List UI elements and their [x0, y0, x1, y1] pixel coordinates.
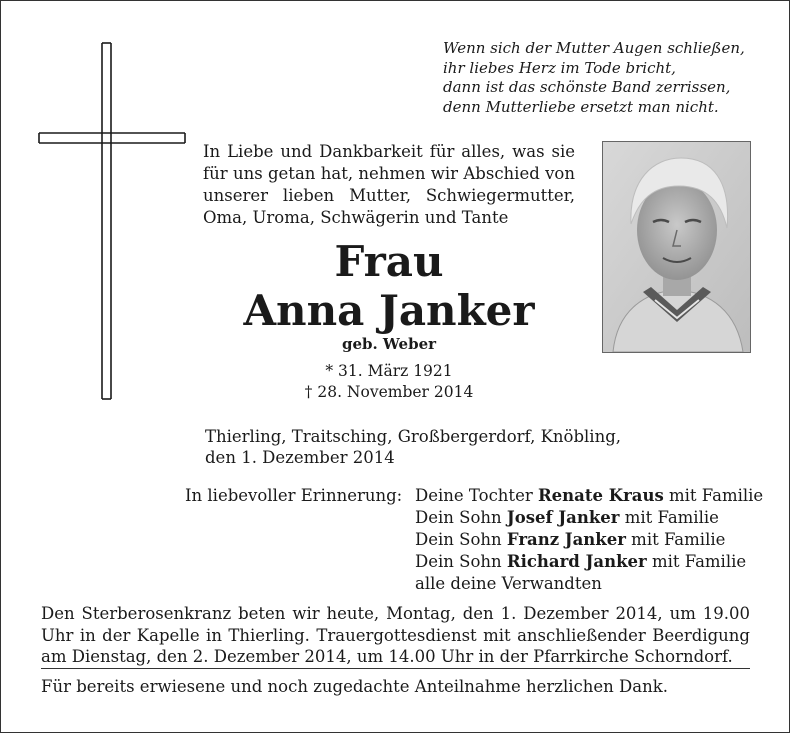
- mourner-relation: Dein Sohn: [415, 530, 507, 549]
- mourner-suffix: mit Familie: [625, 530, 726, 549]
- date-line: den 1. Dezember 2014: [205, 448, 395, 467]
- birth-name: geb. Weber: [341, 335, 437, 353]
- divider: [41, 668, 750, 669]
- mourner-row: [415, 551, 775, 573]
- poem-line: ihr liebes Herz im Tode bricht,: [443, 58, 676, 77]
- poem-line: Wenn sich der Mutter Augen schließen,: [443, 39, 745, 57]
- mourner-name: Richard Janker: [506, 552, 647, 571]
- places-line: Thierling, Traitsching, Großbergerdorf, Knöbling,: [205, 427, 622, 446]
- poem: [443, 39, 763, 117]
- poem-line: denn Mutterliebe ersetzt man nicht.: [443, 97, 719, 116]
- mourner-relation: Deine Tochter: [415, 486, 538, 505]
- mourner-suffix: mit Familie: [646, 552, 747, 571]
- poem-line: dann ist das schönste Band zerrissen,: [443, 78, 731, 96]
- cross-icon: [37, 41, 189, 403]
- service-info: Den Sterberosenkranz beten wir heute, Montag, den 1. Dezember 2014, um 19.00 Uhr in der Kapelle in Thierling. Trauergottesdienst mit anschließender Beerdigung am Dienstag, den 2. Dezember 2014, um 14.00 Uhr in der Pfarrkirche Schorndorf.: [41, 604, 750, 666]
- thanks-text: Für bereits erwiesene und noch zugedachte Anteilnahme herzlichen Dank.: [41, 677, 668, 696]
- mourner-name: Josef Janker: [506, 508, 620, 527]
- places-and-date: [205, 426, 645, 468]
- mourner-relation: alle deine Verwandten: [415, 574, 602, 593]
- mourner-row: [415, 507, 775, 529]
- mourners-list: [415, 485, 775, 595]
- portrait-photo: [602, 141, 751, 353]
- deceased-name: Anna Janker: [243, 286, 535, 335]
- mourner-row: [415, 573, 775, 595]
- mourner-relation: Dein Sohn: [415, 508, 507, 527]
- memory-label: In liebevoller Erinnerung:: [185, 486, 403, 505]
- mourner-name: Franz Janker: [506, 530, 626, 549]
- intro-text: In Liebe und Dankbarkeit für alles, was sie für uns getan hat, nehmen wir Abschied von unserer lieben Mutter, Schwiegermutter, Oma, Uroma, Schwägerin und Tante: [203, 142, 575, 227]
- death-date: † 28. November 2014: [304, 383, 474, 401]
- mourner-relation: Dein Sohn: [415, 552, 507, 571]
- mourner-row: [415, 529, 775, 551]
- mourner-name: Renate Kraus: [537, 486, 664, 505]
- salutation: Frau: [334, 237, 444, 286]
- mourner-suffix: mit Familie: [619, 508, 719, 527]
- mourner-suffix: mit Familie: [663, 486, 764, 505]
- mourner-row: [415, 485, 775, 507]
- birth-date: * 31. März 1921: [325, 362, 453, 380]
